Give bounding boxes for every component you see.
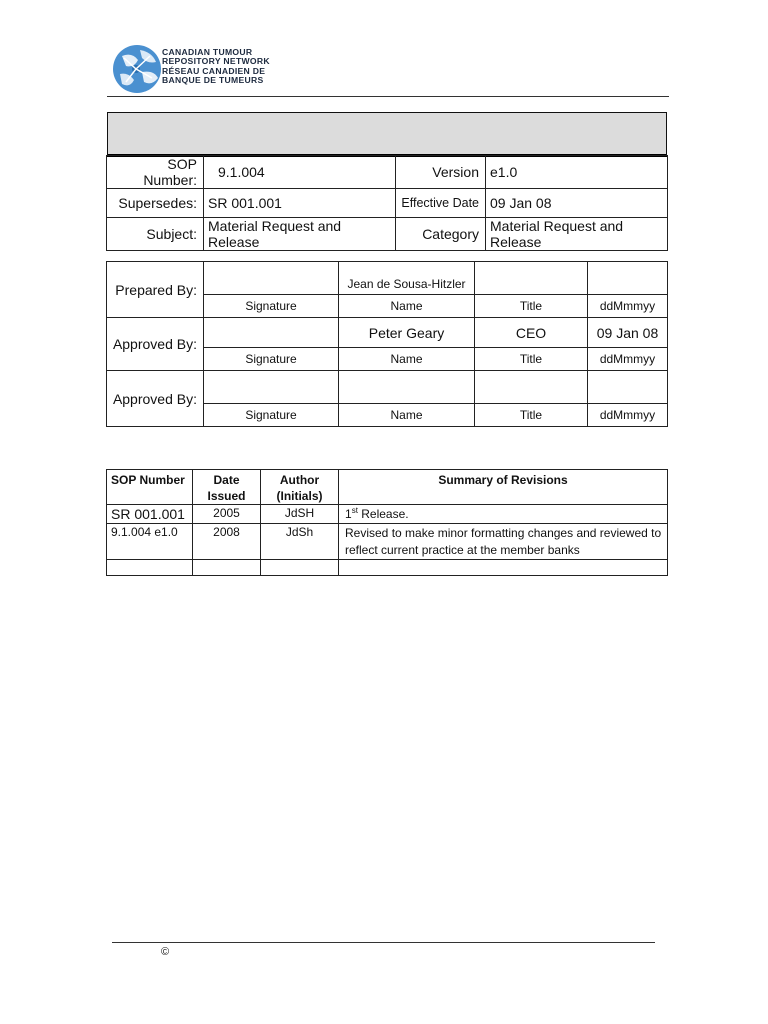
- revision-header-row: [107, 470, 668, 505]
- logo-line: RÉSEAU CANADIEN DE: [162, 65, 266, 76]
- sop-number-header: SOP Number: [107, 470, 193, 505]
- revision-author: JdSH: [261, 505, 339, 524]
- approved-signature: [204, 318, 339, 348]
- prepared-title: [475, 262, 588, 295]
- logo-text: [162, 48, 270, 86]
- revision-summary: [339, 505, 668, 524]
- approved-date: 09 Jan 08: [588, 318, 668, 348]
- summary-header: Summary of Revisions: [339, 470, 668, 505]
- date-caption: ddMmmyy: [588, 404, 668, 427]
- category-value: Material Request and Release: [486, 218, 668, 251]
- logo-line: BANQUE DE TUMEURS: [162, 75, 264, 86]
- revision-date: 2008: [193, 524, 261, 560]
- table-row: [107, 524, 668, 560]
- approved-by-label: Approved By:: [107, 318, 204, 371]
- name-caption: Name: [339, 295, 475, 318]
- footer-divider: [112, 942, 655, 943]
- effective-date-label: Effective Date: [396, 189, 486, 218]
- date-caption: ddMmmyy: [588, 348, 668, 371]
- prepared-name: Jean de Sousa-Hitzler: [339, 262, 475, 295]
- approved-by-2-label: Approved By:: [107, 371, 204, 427]
- summary-ordinal: 1: [345, 507, 352, 521]
- effective-date-value: 09 Jan 08: [486, 189, 668, 218]
- approved-2-name: [339, 371, 475, 404]
- empty-cell: [339, 560, 668, 576]
- title-caption: Title: [475, 404, 588, 427]
- name-caption: Name: [339, 348, 475, 371]
- document-title-bar: [107, 112, 667, 157]
- sop-number-value: 9.1.004: [204, 156, 396, 189]
- table-row: [107, 505, 668, 524]
- ctrnet-logo: [112, 42, 272, 96]
- approved-2-signature: [204, 371, 339, 404]
- supersedes-row: [107, 189, 668, 218]
- approved-title: CEO: [475, 318, 588, 348]
- category-label: Category: [396, 218, 486, 251]
- subject-row: [107, 218, 668, 251]
- date-issued-header: Date Issued: [193, 470, 261, 505]
- approved-name: Peter Geary: [339, 318, 475, 348]
- supersedes-label: Supersedes:: [107, 189, 204, 218]
- logo-line: REPOSITORY NETWORK: [162, 56, 270, 67]
- revision-sop: 9.1.004 e1.0: [107, 524, 193, 560]
- prepared-by-label: Prepared By:: [107, 262, 204, 318]
- title-caption: Title: [475, 348, 588, 371]
- revision-history-table: [106, 469, 668, 576]
- subject-label: Subject:: [107, 218, 204, 251]
- name-caption: Name: [339, 404, 475, 427]
- revision-summary: Revised to make minor formatting changes and reviewed to reflect current practice at the member banks: [339, 524, 668, 560]
- signature-table: [106, 261, 668, 427]
- prepared-signature: [204, 262, 339, 295]
- signature-caption: Signature: [204, 404, 339, 427]
- approved-by-value-row: [107, 318, 668, 348]
- globe-logo-icon: [112, 42, 166, 96]
- version-label: Version: [396, 156, 486, 189]
- signature-caption: Signature: [204, 295, 339, 318]
- approved-2-title: [475, 371, 588, 404]
- approved-2-date: [588, 371, 668, 404]
- sop-info-table: [106, 155, 668, 251]
- table-row-empty: [107, 560, 668, 576]
- subject-value: Material Request and Release: [204, 218, 396, 251]
- prepared-by-value-row: [107, 262, 668, 295]
- supersedes-value: SR 001.001: [204, 189, 396, 218]
- summary-ordinal-suffix: st: [351, 506, 358, 515]
- date-caption: ddMmmyy: [588, 295, 668, 318]
- summary-text: Release.: [357, 507, 409, 521]
- revision-date: 2005: [193, 505, 261, 524]
- approved-by-2-value-row: [107, 371, 668, 404]
- title-caption: Title: [475, 295, 588, 318]
- prepared-date: [588, 262, 668, 295]
- logo-line: CANADIAN TUMOUR: [162, 47, 253, 57]
- revision-author: JdSh: [261, 524, 339, 560]
- empty-cell: [193, 560, 261, 576]
- copyright-symbol: ©: [161, 946, 170, 958]
- revision-sop: SR 001.001: [107, 505, 193, 524]
- empty-cell: [261, 560, 339, 576]
- signature-caption: Signature: [204, 348, 339, 371]
- header-divider: [107, 96, 669, 97]
- sop-number-label: SOP Number:: [107, 156, 204, 189]
- sop-number-row: [107, 156, 668, 189]
- empty-cell: [107, 560, 193, 576]
- author-header: Author (Initials): [261, 470, 339, 505]
- version-value: e1.0: [486, 156, 668, 189]
